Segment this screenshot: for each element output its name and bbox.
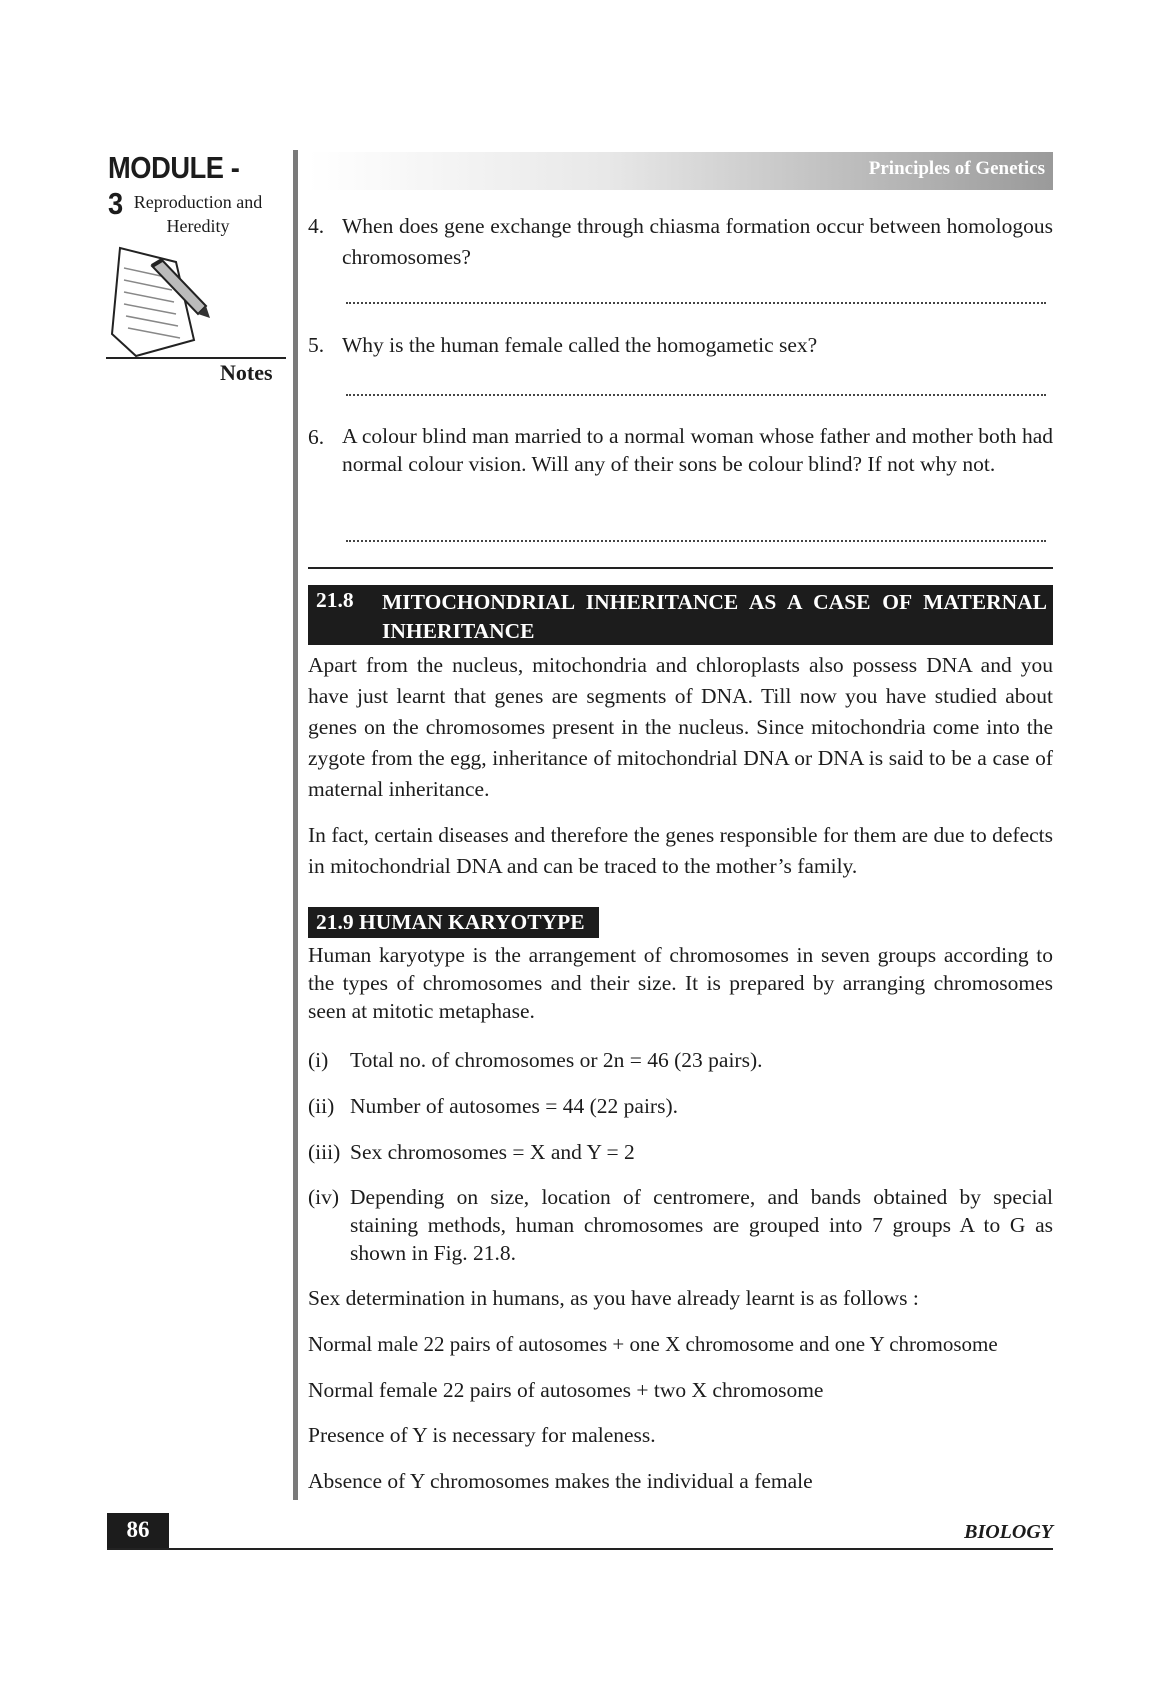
- question-5: [308, 330, 1053, 361]
- footer-rule: [107, 1548, 1053, 1550]
- paragraph: In fact, certain diseases and therefore the genes responsible for them are due to defects in mitochondrial DNA and can be traced to the mother’s family.: [308, 823, 1053, 878]
- paragraph: Human karyotype is the arrangement of chromosomes in seven groups according to the types of chromosomes and their size. It is prepared by arranging chromosomes seen at mitotic metaphase.: [308, 943, 1053, 1023]
- page-number: 86: [107, 1513, 169, 1549]
- section-heading-21-8: [308, 585, 1053, 645]
- list-item-number: (i): [308, 1048, 329, 1072]
- question-4: [308, 211, 1053, 273]
- paragraph: Apart from the nucleus, mitochondria and chloroplasts also possess DNA and you have just learnt that genes are segments of DNA. Till now you have studied about genes on the chromosomes present in the nucleus. Since mitochondria come into the zygote from the egg, inheritance of mitochondrial DNA or DNA is said to be a case of maternal inheritance.: [308, 653, 1053, 801]
- chapter-header: [308, 152, 1053, 190]
- list-item-text: Depending on size, location of centromere, and bands obtained by special staining methods, human chromosomes are grouped into 7 groups A to G as shown in Fig. 21.8.: [350, 1185, 1053, 1265]
- module-subtitle: Reproduction and Heredity: [133, 192, 263, 236]
- list-item-number: (iii): [308, 1140, 341, 1164]
- list-item: [308, 1091, 1053, 1122]
- answer-line[interactable]: [346, 536, 1046, 542]
- notes-label: Notes: [220, 360, 273, 385]
- body-line: Normal female 22 pairs of autosomes + two X chromosome: [308, 1378, 824, 1402]
- list-item-text: Sex chromosomes = X and Y = 2: [350, 1140, 635, 1164]
- list-item-text: Number of autosomes = 44 (22 pairs).: [350, 1094, 678, 1118]
- question-number: 4.: [308, 214, 325, 238]
- question-6: [308, 422, 1053, 478]
- list-item: [308, 1137, 1053, 1168]
- question-text: Why is the human female called the homogametic sex?: [342, 333, 818, 357]
- list-item-number: (ii): [308, 1094, 335, 1118]
- footer-subject: BIOLOGY: [964, 1521, 1053, 1543]
- chapter-title: Principles of Genetics: [868, 158, 1045, 179]
- body-line: Sex determination in humans, as you have already learnt is as follows :: [308, 1286, 919, 1310]
- section-rule: [308, 567, 1053, 569]
- question-text: A colour blind man married to a normal woman whose father and mother both had normal colour vision. Will any of their sons be colour blind? If not why not.: [342, 424, 1053, 476]
- notes-rule: [106, 357, 286, 359]
- question-number: 6.: [308, 425, 325, 449]
- section-heading-21-9: 21.9 HUMAN KARYOTYPE: [308, 907, 599, 938]
- module-title: MODULE - 3: [108, 150, 240, 221]
- section-number: 21.8: [316, 588, 354, 612]
- section-title: MITOCHONDRIAL INHERITANCE AS A CASE OF MATERNAL INHERITANCE: [382, 590, 1047, 643]
- body-line: Absence of Y chromosomes makes the individual a female: [308, 1469, 813, 1493]
- margin-divider: [293, 150, 298, 1500]
- notepad-pencil-icon: [106, 244, 216, 362]
- list-item-text: Total no. of chromosomes or 2n = 46 (23 pairs).: [350, 1048, 763, 1072]
- answer-line[interactable]: [346, 298, 1046, 304]
- question-text: When does gene exchange through chiasma formation occur between homologous chromosomes?: [342, 214, 1053, 269]
- answer-line[interactable]: [346, 390, 1046, 396]
- list-item: [308, 1045, 1053, 1076]
- list-item: [308, 1183, 1053, 1267]
- body-line: Presence of Y is necessary for maleness.: [308, 1423, 656, 1447]
- question-number: 5.: [308, 333, 325, 357]
- list-item-number: (iv): [308, 1185, 340, 1209]
- body-line: Normal male 22 pairs of autosomes + one X chromosome and one Y chromosome: [308, 1332, 998, 1356]
